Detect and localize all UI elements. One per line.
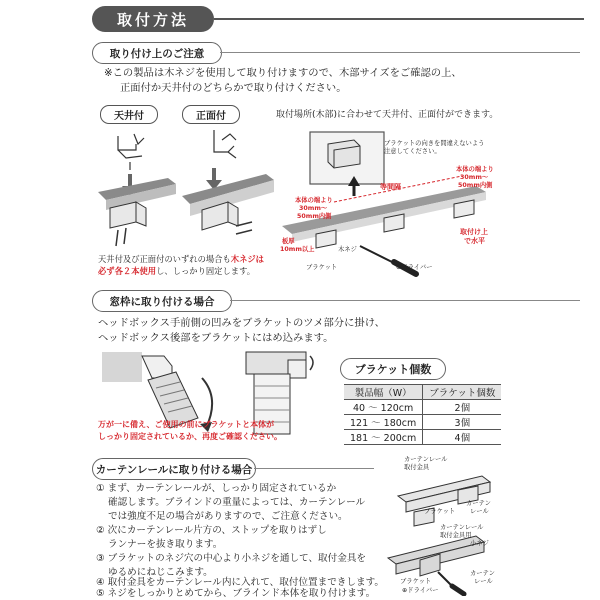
bracket-count-table	[344, 384, 501, 445]
tag-front-mount: 正面付	[182, 105, 240, 124]
warning-line-1: 万が一に備え、ご使用の前にブラケットと本体が	[98, 420, 275, 429]
label-right-edge-1: 本体の端より	[456, 166, 494, 173]
label-bracket-bottom: ブラケット	[400, 578, 432, 585]
label-rail-bottom-2: レール	[474, 578, 493, 585]
label-right-edge-2: 30mm～	[460, 174, 489, 181]
mount-illustration	[96, 122, 276, 252]
mount-right-caption: 取付場所(木部)に合わせて天井付、正面付ができます。	[276, 110, 499, 120]
label-equal-spacing: 等間隔	[380, 183, 401, 191]
step-1-c: では強度不足の場合がありますので、ご注意ください。	[108, 511, 348, 522]
label-level-2: で水平	[464, 237, 485, 245]
section-title-window-frame: 窓枠に取り付ける場合	[92, 290, 232, 312]
step-3-a: ③ ブラケットのネジ穴の中心より小ネジを通して、取付金具を	[96, 553, 367, 564]
label-board-thickness-2: 10mm以上	[280, 246, 315, 253]
window-frame-line-2: ヘッドボックス後部をブラケットにはめ込みます。	[98, 332, 334, 344]
step-2-b: ランナーを抜き取ります。	[108, 539, 223, 550]
table-row	[344, 400, 501, 415]
label-rail-bottom-1: カーテン	[470, 570, 495, 577]
label-board-thickness-1: 板厚	[282, 238, 295, 245]
table-cell: 3個	[423, 415, 502, 430]
section-title-precautions: 取り付け上のご注意	[92, 42, 222, 64]
label-left-edge-2: 30mm～	[299, 205, 328, 212]
table-row	[344, 415, 501, 430]
section-rule	[220, 52, 580, 53]
warning-line-2: しっかり固定されているか、再度ご確認ください。	[98, 432, 282, 441]
label-rail-top-2: レール	[470, 508, 489, 515]
label-level-1: 取付け上	[460, 228, 488, 236]
section-rule	[230, 300, 580, 301]
table-cell: 2個	[423, 400, 502, 415]
label-left-edge-3: 50mm内側	[297, 213, 332, 220]
label-screwdriver-bottom: ⊕ドライバー	[402, 587, 439, 594]
label-bracket-top: ブラケット	[424, 508, 456, 515]
step-1-a: ① まず、カーテンレールが、しっかり固定されているか	[96, 483, 337, 494]
table-header-width: 製品幅（W）	[344, 385, 423, 400]
section-title-curtain-rail: カーテンレールに取り付ける場合	[92, 458, 256, 480]
label-rail-fitting-1: カーテンレール	[404, 456, 448, 463]
note-line-2: 正面付か天井付のどちらかで取り付けください。	[120, 82, 347, 94]
step-3-b: ゆるめにねじこみます。	[108, 567, 213, 578]
table-cell: 121 ～ 180cm	[344, 415, 423, 430]
table-row	[344, 430, 501, 445]
step-5: ⑤ ネジをしっかりとめてから、ブラインド本体を取り付けます。	[96, 588, 376, 599]
label-rail-fitting-b-1: カーテンレール	[440, 524, 484, 531]
mount-caption-line-1: 天井付及び正面付のいずれの場合も木ネジは	[98, 254, 264, 264]
mount-caption-line-2: 必ず各２本使用し、しっかり固定します。	[98, 266, 255, 276]
bracket-count-title: ブラケット個数	[340, 358, 446, 380]
label-rail-fitting-b-2: 取付金具用	[440, 532, 472, 539]
table-cell: 40 ～ 120cm	[344, 400, 423, 415]
page-title: 取付方法	[92, 6, 214, 32]
label-wood-screw: 木ネジ	[338, 246, 357, 253]
label-screwdriver: ⊕ドライバー	[396, 264, 433, 271]
step-4: ④ 取付金具をカーテンレール内に入れて、取付位置まできします。	[96, 577, 384, 588]
title-rule	[214, 18, 584, 20]
label-left-edge-1: 本体の端より	[295, 197, 333, 204]
step-2-a: ② 次にカーテンレール片方の、ストップを取りはずし	[96, 525, 327, 536]
table-header-count: ブラケット個数	[423, 385, 502, 400]
label-rail-fitting-b-3: 小ネジ	[470, 540, 489, 547]
window-frame-line-1: ヘッドボックス手前側の凹みをブラケットのツメ部分に掛け、	[98, 317, 385, 329]
bracket-direction-note-1: ブラケットの向きを間違えないよう	[384, 140, 485, 147]
label-rail-fitting-2: 取付金具	[404, 464, 430, 471]
label-bracket: ブラケット	[306, 264, 338, 271]
label-rail-top-1: カーテン	[466, 500, 491, 507]
section-rule	[254, 468, 374, 469]
tag-ceiling-mount: 天井付	[100, 105, 158, 124]
note-line-1: ※この製品は木ネジを使用して取り付けますので、木部サイズをご確認の上、	[104, 67, 462, 79]
table-cell: 4個	[423, 430, 502, 445]
table-cell: 181 ～ 200cm	[344, 430, 423, 445]
step-1-b: 確認します。ブラインドの重量によっては、カーテンレール	[108, 497, 366, 508]
label-right-edge-3: 50mm内側	[458, 182, 493, 189]
bracket-direction-note-2: 注意してください。	[384, 148, 441, 155]
